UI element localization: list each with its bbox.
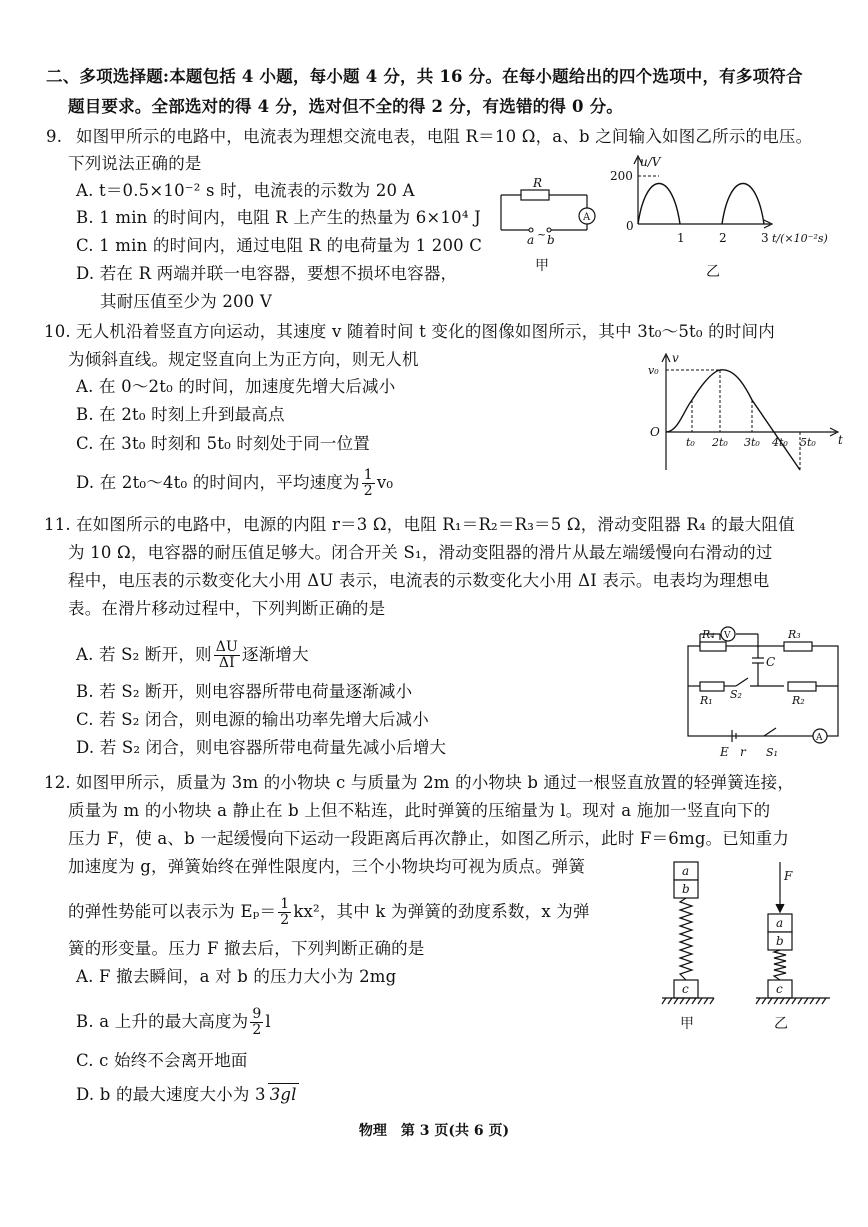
q9-jia-a-label: a	[527, 233, 535, 247]
q12-stem-line3: 压力 F，使 a、b 一起缓慢向下运动一段距离后再次静止，如图乙所示，此时 F＝6mg。已知重力	[68, 829, 790, 848]
q9-jia-tilde: ~	[537, 228, 547, 241]
q9-option-a: A. t＝0.5×10⁻² s 时，电流表的示数为 20 A	[76, 181, 415, 200]
section-heading-line1: 二、多项选择题:本题包括 4 小题，每小题 4 分，共 16 分。在每小题给出的四个选项中，有多项符合	[46, 67, 803, 86]
q9-number: 9.	[46, 127, 63, 146]
q12-b-frac-den: 2	[252, 1022, 262, 1038]
q12-figure-springs	[660, 858, 850, 1038]
q11-fig-R4: R₄	[702, 628, 715, 641]
q12-fig-yi-caption: 乙	[774, 1016, 788, 1032]
q9-figure-jia-circuit	[495, 178, 605, 278]
q11-fig-S2: S₂	[730, 688, 742, 701]
q11-option-d: D. 若 S₂ 闭合，则电容器所带电荷量先减小后增大	[76, 738, 447, 757]
q9-yi-200-label: 200	[610, 169, 633, 183]
q11-fig-C: C	[766, 655, 776, 669]
q11-option-a-fraction	[214, 640, 240, 671]
q9-jia-caption: 甲	[535, 258, 549, 274]
q12-stem5-fraction	[278, 897, 291, 928]
q12-option-d-radicand: 3gl	[269, 1085, 297, 1104]
q9-figure-yi-graph	[610, 150, 860, 285]
q10-fig-2t0: 2t₀	[712, 436, 728, 449]
q10-fig-origin: O	[650, 425, 660, 439]
q11-frac-num: ΔU	[215, 639, 239, 655]
q10-fig-t0: t₀	[686, 436, 695, 449]
q11-frac-den: ΔI	[218, 655, 235, 671]
q12-b-frac-num: 9	[252, 1006, 262, 1022]
section-heading-line2: 题目要求。全部选对的得 4 分，选对但不全的得 2 分，有选错的得 0 分。	[68, 97, 624, 116]
q10-option-b: B. 在 2t₀ 时刻上升到最高点	[76, 405, 285, 424]
q12-stem5-frac-den: 2	[280, 912, 290, 928]
q9-yi-origin: 0	[626, 219, 634, 233]
q12-option-b-tail: l	[265, 1012, 271, 1031]
q12-stem5-frac-num: 1	[280, 896, 290, 912]
q11-stem-line2: 为 10 Ω，电容器的耐压值足够大。闭合开关 S₁，滑动变阻器的滑片从最左端缓慢向右滑动的过	[68, 543, 773, 562]
q12-number: 12.	[44, 773, 71, 792]
q12-option-c: C. c 始终不会离开地面	[76, 1051, 248, 1070]
q9-yi-ylabel: u/V	[640, 155, 661, 169]
q10-fig-v0-label: v₀	[648, 364, 659, 377]
q11-fig-ammeter: A	[816, 733, 823, 743]
q9-stem-line1: 如图甲所示的电路中，电流表为理想交流电表，电阻 R＝10 Ω，a、b 之间输入如图乙所示的电压。	[76, 127, 813, 146]
q10-option-c: C. 在 3t₀ 时刻和 5t₀ 时刻处于同一位置	[76, 434, 370, 453]
q11-fig-R2: R₂	[792, 694, 805, 707]
q11-number: 11.	[44, 515, 71, 534]
q12-stem-line5	[68, 897, 590, 928]
q9-option-c: C. 1 min 的时间内，通过电阻 R 的电荷量为 1 200 C	[76, 236, 483, 255]
q9-jia-ammeter-label: A	[583, 212, 591, 223]
q10-option-d	[76, 468, 393, 499]
q11-option-a	[76, 640, 309, 671]
q10-fig-t-label: t	[838, 433, 843, 447]
q12-fig-jia-c: c	[682, 982, 689, 996]
q12-stem-line6: 簧的形变量。压力 F 撤去后，下列判断正确的是	[68, 939, 425, 958]
page-footer: 物理 第 3 页(共 6 页)	[358, 1123, 510, 1139]
q9-jia-b-label: b	[547, 233, 555, 247]
q10-fig-v-label: v	[672, 351, 679, 365]
q9-option-d-line2: 其耐压值至少为 200 V	[100, 292, 272, 311]
q12-fig-jia-caption: 甲	[680, 1016, 694, 1032]
q12-option-d-radical	[268, 1083, 299, 1106]
q12-fig-jia-b: b	[682, 882, 690, 896]
q12-option-a: A. F 撤去瞬间，a 对 b 的压力大小为 2mg	[76, 967, 397, 986]
q10-fig-5t0: 5t₀	[800, 436, 816, 449]
q9-yi-x1: 1	[677, 231, 685, 245]
q12-stem-line2: 质量为 m 的小物块 a 静止在 b 上但不粘连，此时弹簧的压缩量为 l。现对 a 施加一竖直向下的	[68, 801, 771, 820]
q10-option-d-text: D. 在 2t₀～4t₀ 的时间内，平均速度为	[76, 473, 360, 492]
q10-stem-line2: 为倾斜直线。规定竖直向上为正方向，则无人机	[68, 350, 419, 369]
q11-stem-line1: 在如图所示的电路中，电源的内阻 r＝3 Ω，电阻 R₁＝R₂＝R₃＝5 Ω，滑动变阻器 R₄ 的最大阻值	[76, 515, 795, 534]
q11-figure-circuit	[680, 626, 850, 766]
q9-yi-x2: 2	[719, 231, 727, 245]
q12-option-b-fraction	[250, 1007, 263, 1038]
q10-fig-3t0: 3t₀	[744, 436, 760, 449]
q10-figure-vt-graph	[648, 350, 848, 480]
q11-option-a-text: A. 若 S₂ 断开，则	[76, 645, 212, 664]
q12-fig-jia-a: a	[682, 864, 690, 878]
q9-jia-R-label: R	[533, 176, 543, 190]
q11-option-b: B. 若 S₂ 断开，则电容器所带电荷量逐渐减小	[76, 682, 413, 701]
q12-option-d-text: D. b 的最大速度大小为 3	[76, 1085, 266, 1104]
q11-fig-S1: S₁	[766, 746, 778, 759]
q10-fig-4t0: 4t₀	[772, 436, 788, 449]
q11-stem-line4: 表。在滑片移动过程中，下列判断正确的是	[68, 599, 386, 618]
q10-option-a: A. 在 0～2t₀ 的时间，加速度先增大后减小	[76, 377, 396, 396]
q11-stem-line3: 程中，电压表的示数变化大小用 ΔU 表示，电流表的示数变化大小用 ΔI 表示。电表均为理想电	[68, 571, 770, 590]
q12-option-b-text: B. a 上升的最大高度为	[76, 1012, 249, 1031]
q10-option-d-fraction	[362, 468, 375, 499]
q12-fig-yi-b: b	[776, 934, 784, 948]
q12-option-b	[76, 1007, 271, 1038]
q12-stem5-tail: kx²，其中 k 为弹簧的劲度系数，x 为弹	[293, 902, 590, 921]
q10-number: 10.	[44, 322, 71, 341]
q12-fig-yi-c: c	[776, 982, 783, 996]
q9-option-b: B. 1 min 的时间内，电阻 R 上产生的热量为 6×10⁴ J	[76, 208, 481, 227]
q10-frac-num: 1	[363, 467, 373, 483]
q9-yi-xlabel: t/(×10⁻²s)	[772, 232, 828, 245]
q11-option-a-tail: 逐渐增大	[242, 645, 309, 664]
q10-frac-den: 2	[363, 483, 373, 499]
q11-fig-r: r	[740, 745, 746, 759]
q12-stem5-text: 的弹性势能可以表示为 Eₚ＝	[68, 902, 277, 921]
q12-fig-yi-a: a	[776, 916, 784, 930]
q11-fig-R1: R₁	[700, 694, 713, 707]
q11-fig-E: E	[720, 745, 729, 759]
q12-fig-F: F	[784, 869, 793, 883]
q11-fig-R3: R₃	[788, 628, 801, 641]
q11-fig-voltmeter: V	[724, 631, 731, 641]
q11-option-c: C. 若 S₂ 闭合，则电源的输出功率先增大后减小	[76, 710, 429, 729]
q10-option-d-v0: v₀	[376, 473, 394, 492]
q12-option-d	[76, 1083, 299, 1106]
q9-stem-line2: 下列说法正确的是	[68, 154, 202, 173]
q10-stem-line1: 无人机沿着竖直方向运动，其速度 v 随着时间 t 变化的图像如图所示，其中 3t₀～5t₀ 的时间内	[76, 322, 775, 341]
q12-stem-line1: 如图甲所示，质量为 3m 的小物块 c 与质量为 2m 的小物块 b 通过一根竖直放置的轻弹簧连接，	[76, 773, 795, 792]
q9-option-d-line1: D. 若在 R 两端并联一电容器，要想不损坏电容器，	[76, 264, 458, 283]
q12-stem-line4: 加速度为 g，弹簧始终在弹性限度内，三个小物块均可视为质点。弹簧	[68, 857, 586, 876]
q9-yi-caption: 乙	[706, 264, 720, 280]
q9-yi-x3: 3	[761, 231, 769, 245]
